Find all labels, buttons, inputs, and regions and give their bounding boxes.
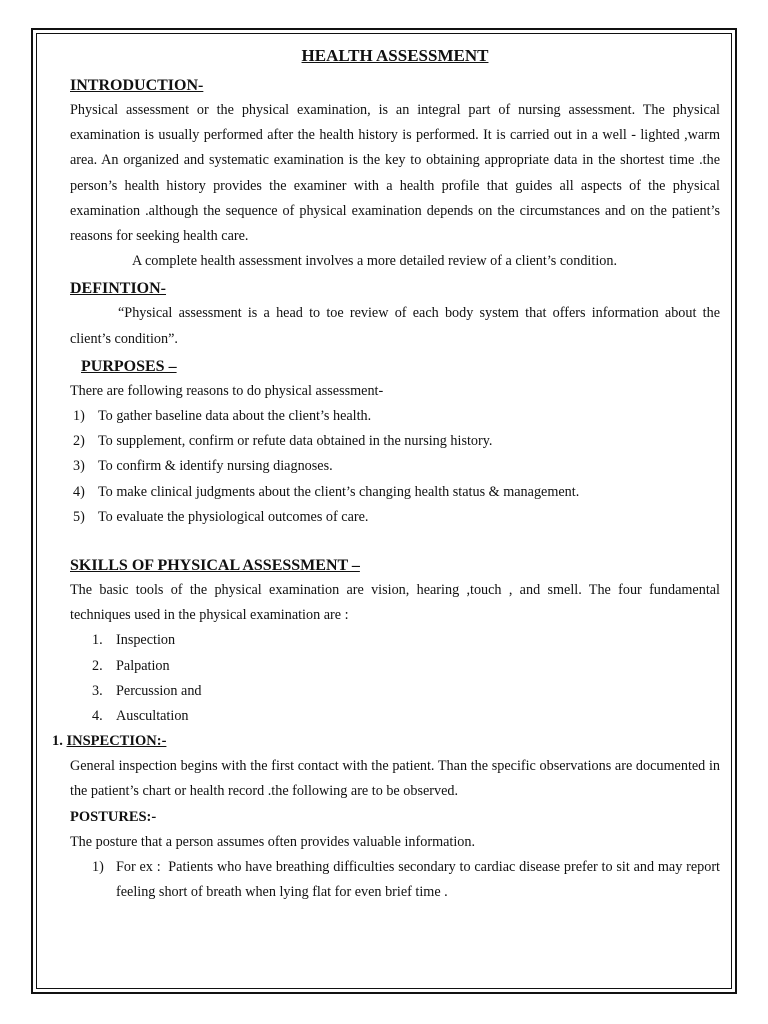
list-item (70, 855, 724, 905)
list-item-number: 1) (92, 858, 104, 875)
inspection-heading (52, 729, 720, 754)
list-item-text: Percussion and (116, 682, 202, 699)
list-item-text: Palpation (116, 657, 170, 674)
list-item-number: 1) (73, 408, 85, 425)
list-item (70, 679, 720, 704)
document-title: HEALTH ASSESSMENT (301, 46, 489, 65)
skills-heading: SKILLS OF PHYSICAL ASSESSMENT – (70, 557, 360, 575)
list-item (70, 454, 720, 479)
techniques-list (70, 628, 720, 729)
list-item-number: 4) (73, 483, 85, 500)
definition-paragraph: “Physical assessment is a head to toe review of each body system that offers information about the client’s condition”. (70, 305, 720, 347)
introduction-paragraph: Physical assessment or the physical examination, is an integral part of nursing assessment. The physical examination is usually performed after the health history is performed. It is carried out in a well - lighted ,warm area. An organized and systematic examination is the key to obtaining appropriate data in the shortest time .the person’s health history provides the examiner with a health profile that guides all aspects of the physical examination .although the sequence of physical examination depends on the circumstances and on the patient’s reasons for seeking health care. (70, 102, 720, 245)
list-item-text: For ex : Patients who have breathing difficulties secondary to cardiac disease prefer to sit and may report feeling short of breath when lying flat for even brief time . (116, 858, 724, 901)
list-item-number: 5) (73, 508, 85, 525)
purposes-list (70, 404, 720, 530)
list-item (70, 404, 720, 429)
definition-heading: DEFINTION- (70, 280, 167, 298)
postures-heading: POSTURES:- (70, 808, 157, 825)
inspection-title: INSPECTION:- (66, 733, 167, 750)
list-item (70, 429, 720, 454)
list-item-text: To gather baseline data about the client’s health. (98, 408, 372, 425)
list-item (70, 628, 720, 653)
list-item-text: To make clinical judgments about the client’s changing health status & management. (98, 483, 580, 500)
postures-text: The posture that a person assumes often provides valuable information. (70, 833, 476, 850)
list-item-text: Inspection (116, 632, 176, 649)
list-item-text: To confirm & identify nursing diagnoses. (98, 458, 333, 475)
inspection-number: 1. (52, 733, 63, 750)
document-page (52, 44, 724, 905)
list-item-number: 2) (73, 433, 85, 450)
list-item-number: 3. (92, 682, 103, 699)
skills-paragraph: The basic tools of the physical examination are vision, hearing ,touch , and smell. The four fundamental techniques used in the physical examination are : (70, 582, 720, 624)
list-item (70, 505, 720, 530)
list-item-text: To evaluate the physiological outcomes of care. (98, 508, 369, 525)
list-item (70, 704, 720, 729)
list-item (70, 654, 720, 679)
list-item-number: 3) (73, 458, 85, 475)
purposes-heading: PURPOSES – (81, 357, 177, 375)
introduction-summary: A complete health assessment involves a more detailed review of a client’s condition. (132, 253, 617, 270)
introduction-heading: INTRODUCTION- (70, 77, 204, 94)
purposes-intro: There are following reasons to do physical assessment- (70, 382, 384, 399)
list-item-number: 1. (92, 632, 103, 649)
list-item-number: 4. (92, 708, 103, 725)
list-item-text: To supplement, confirm or refute data obtained in the nursing history. (98, 433, 493, 450)
list-item (70, 480, 720, 505)
inspection-paragraph: General inspection begins with the first contact with the patient. Than the specific observations are documented in the patient’s chart or health record .the following are to be observed. (70, 758, 720, 800)
list-item-text: Auscultation (116, 708, 189, 725)
list-item-number: 2. (92, 657, 103, 674)
